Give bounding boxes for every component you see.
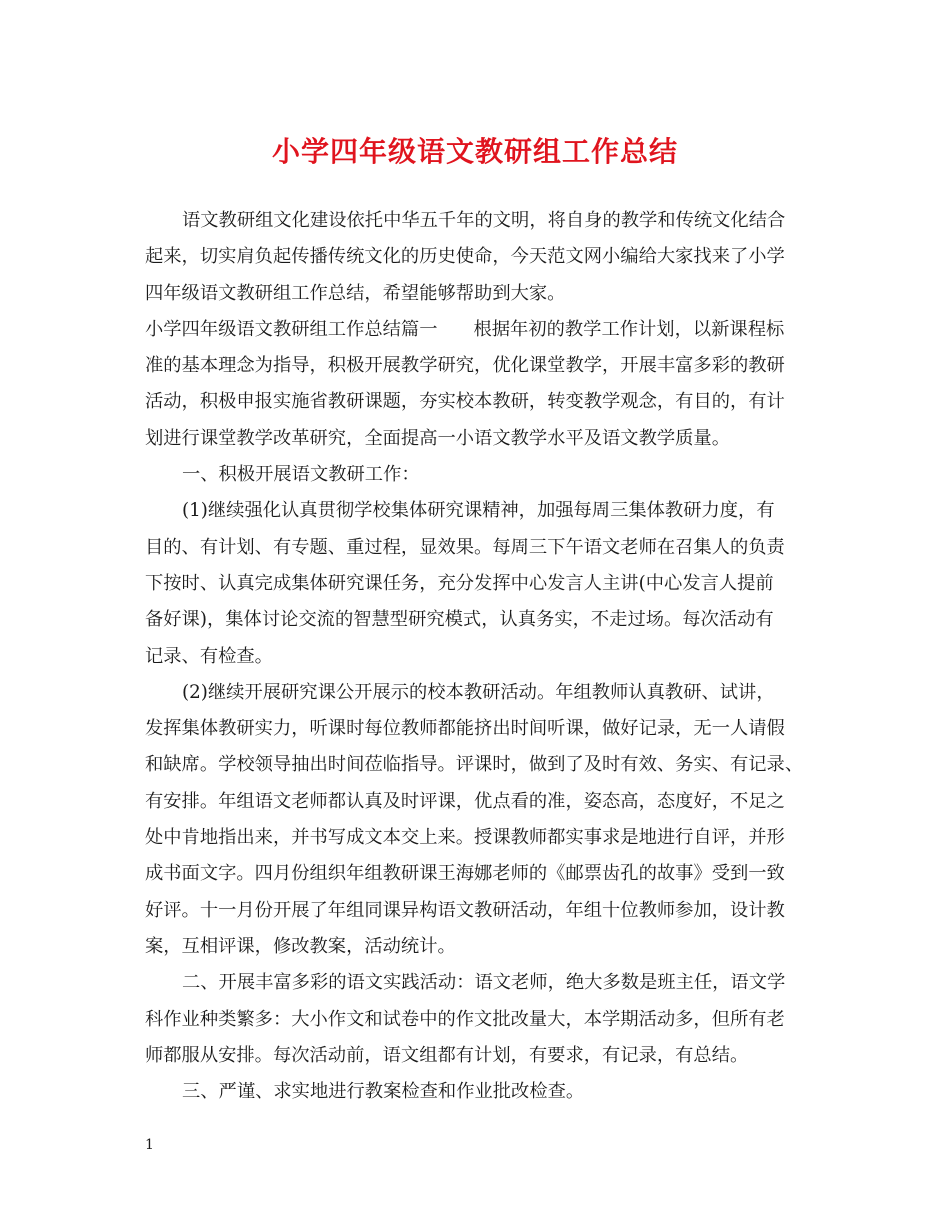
text-line [145,312,810,348]
text-line: 和缺席。学校领导抽出时间莅临指导。评课时，做到了及时有效、务实、有记录、 [145,754,804,776]
text-line: 起来，切实肩负起传播传统文化的历史使命，今天范文网小编给大家找来了小学 [145,246,785,268]
text-line: 划进行课堂教学改革研究，全面提高一小语文教学水平及语文教学质量。 [145,427,730,449]
text-line: 好评。十一月份开展了年组同课异构语文教研活动，年组十位教师参加，设计教 [145,899,785,921]
text-line: 有安排。年组语文老师都认真及时评课，优点看的准，姿态高，态度好，不足之 [145,790,785,812]
section-heading: 小学四年级语文教研组工作总结篇一 [145,318,438,340]
document-title: 小学四年级语文教研组工作总结 [271,135,678,168]
text-line: 案，互相评课，修改教案，活动统计。 [145,935,456,957]
page-number: 1 [145,1137,154,1153]
text-segment: 根据年初的教学工作计划，以新课程标 [473,318,785,340]
text-line: 成书面文字。四月份组织年组教研课王海娜老师的《邮票齿孔的故事》受到一致 [145,863,785,885]
section-heading: 一、积极开展语文教研工作： [182,464,420,486]
text-line: 二、开展丰富多彩的语文实践活动：语文老师，绝大多数是班主任，语文学 [182,972,786,994]
text-line: 师都服从安排。每次活动前，语文组都有计划，有要求，有记录，有总结。 [145,1044,749,1066]
section-heading: 三、严谨、求实地进行教案检查和作业批改检查。 [182,1081,585,1103]
text-line: 准的基本理念为指导，积极开展教学研究，优化课堂教学，开展丰富多彩的教研 [145,355,785,377]
text-line: 处中肯地指出来，并书写成文本交上来。授课教师都实事求是地进行自评，并形 [145,827,785,849]
text-line: 语文教研组文化建设依托中华五千年的文明，将自身的教学和传统文化结合 [182,210,786,231]
text-line: 目的、有计划、有专题、重过程，显效果。每周三下午语文老师在召集人的负责 [145,536,785,558]
text-line: (1)继续强化认真贯彻学校集体研究课精神，加强每周三集体教研力度，有 [182,500,775,522]
text-line: 发挥集体教研实力，听课时每位教师都能挤出时间听课，做好记录，无一人请假 [145,718,785,740]
text-line: 备好课)，集体讨论交流的智慧型研究模式，认真务实，不走过场。每次活动有 [145,609,774,631]
text-line: 科作业种类繁多：大小作文和试卷中的作文批改量大，本学期活动多，但所有老 [145,1008,785,1030]
document-body [145,203,810,1110]
text-line: (2)继续开展研究课公开展示的校本教研活动。年组教师认真教研、试讲， [182,681,775,703]
text-line: 下按时、认真完成集体研究课任务，充分发挥中心发言人主讲(中心发言人提前 [145,572,774,594]
text-line: 活动，积极申报实施省教研课题，夯实校本教研，转变教学观念，有目的，有计 [145,391,785,413]
text-line: 记录、有检查。 [145,645,273,667]
text-line: 四年级语文教研组工作总结，希望能够帮助到大家。 [145,282,566,304]
